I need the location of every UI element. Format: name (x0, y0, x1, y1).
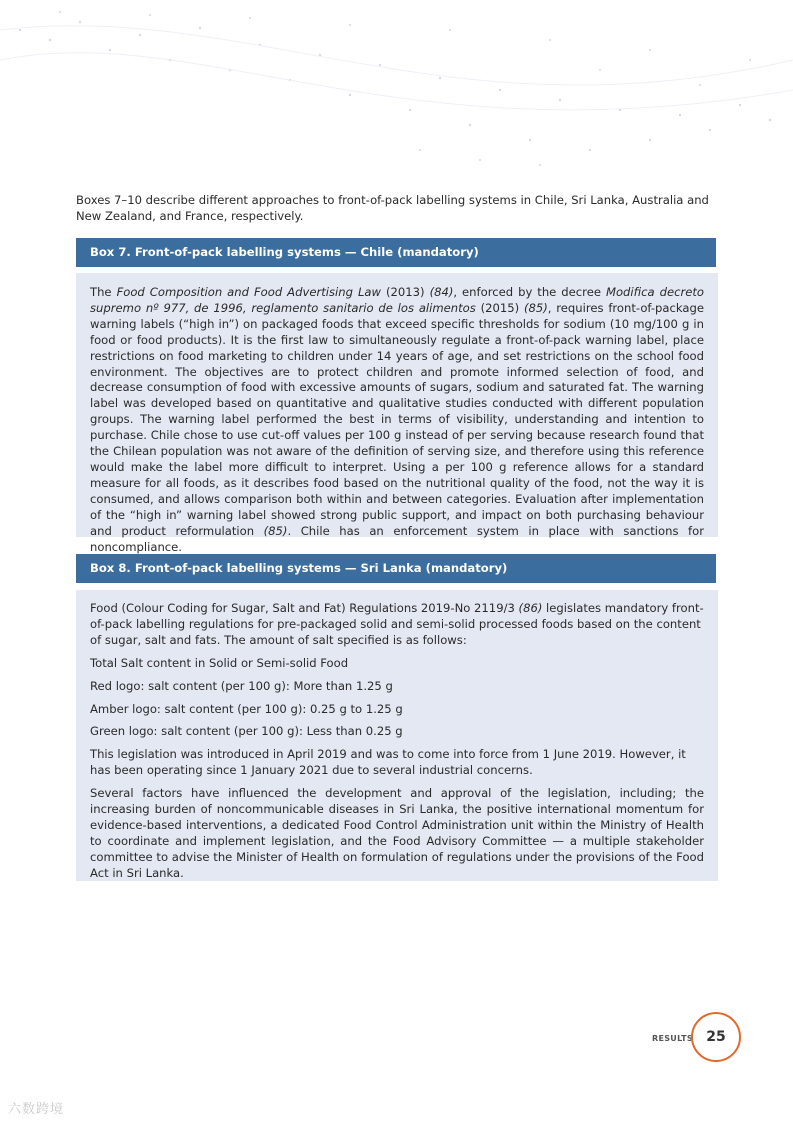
intro-paragraph: Boxes 7–10 describe different approaches to front-of-pack labelling systems in Chile, Sri Lanka, Australia and New Zealand, and France, respectively. (76, 193, 709, 223)
box7-header: Box 7. Front-of-pack labelling systems — Chile (mandatory) (76, 238, 716, 267)
box8-green-logo-line: Green logo: salt content (per 100 g): Less than 0.25 g (90, 724, 403, 739)
box8-amber-logo-line: Amber logo: salt content (per 100 g): 0.25 g to 1.25 g (90, 701, 403, 716)
box8-red-logo-line: Red logo: salt content (per 100 g): More than 1.25 g (90, 678, 393, 693)
page-number: 25 (691, 1012, 741, 1062)
box8-body (76, 590, 718, 881)
section-label: RESULTS (652, 1034, 693, 1043)
box8-header: Box 8. Front-of-pack labelling systems — Sri Lanka (mandatory) (76, 554, 716, 583)
decorative-dot-wave (0, 0, 793, 180)
box8-paragraph-3: Several factors have influenced the development and approval of the legislation, including; the increasing burden of noncommunicable diseases in Sri Lanka, the positive international momentum for evidence-based interventions, a dedicated Food Control Administration unit within the Ministry of Health to coordinate and implement legislation, and the Food Advisory Committee — a multiple stakeholder committee to advise the Minister of Health on formulation of regulations under the provisions of the Food Act in Sri Lanka. (90, 786, 704, 880)
box7-paragraph: The Food Composition and Food Advertising Law (2013) (84), enforced by the decree Modifica decreto supremo nº 977, de 1996, reglamento sanitario de los alimentos (2015) (85), requires front-of-package warning labels (“high in”) on packaged foods that exceed specific thresholds for sodium (10 mg/100 g in food or food products). It is the first law to simultaneously regulate a front-of-pack warning label, place restrictions on food marketing to children under 14 years of age, and set restrictions on the school food environment. The objectives are to protect children and promote informed selection of food, and decrease consumption of food with excessive amounts of sugars, sodium and saturated fat. The warning label was developed based on quantitative and qualitative studies conducted with different population groups. The warning label performed the best in terms of visibility, understanding and intention to purchase. Chile chose to use cut-off values per 100 g instead of per serving because research found that the Chilean population was not aware of the definition of serving size, and therefore using this reference would make the label more difficult to interpret. Using a per 100 g reference allows for a standard measure for all foods, as it describes food based on the nutritional quality of the food, not the way it is consumed, and allows comparison both within and between categories. Evaluation after implementation of the “high in” warning label showed strong public support, and impact on both purchasing behaviour and product reformulation (85). Chile has an enforcement system in place with sanctions for noncompliance. (90, 285, 704, 554)
box8-paragraph-1: Food (Colour Coding for Sugar, Salt and Fat) Regulations 2019-No 2119/3 (86) legislates mandatory front-of-pack labelling regulations for pre-packaged solid and semi-solid processed foods based on the content of sugar, salt and fats. The amount of salt specified is as follows: (90, 601, 704, 647)
box8-salt-heading: Total Salt content in Solid or Semi-solid Food (90, 655, 349, 670)
box8-paragraph-2: This legislation was introduced in April 2019 and was to come into force from 1 June 2019. However, it has been operating since 1 January 2021 due to several industrial concerns. (90, 747, 686, 778)
box7-body (76, 273, 718, 554)
watermark: 六数跨境 (8, 1102, 65, 1117)
